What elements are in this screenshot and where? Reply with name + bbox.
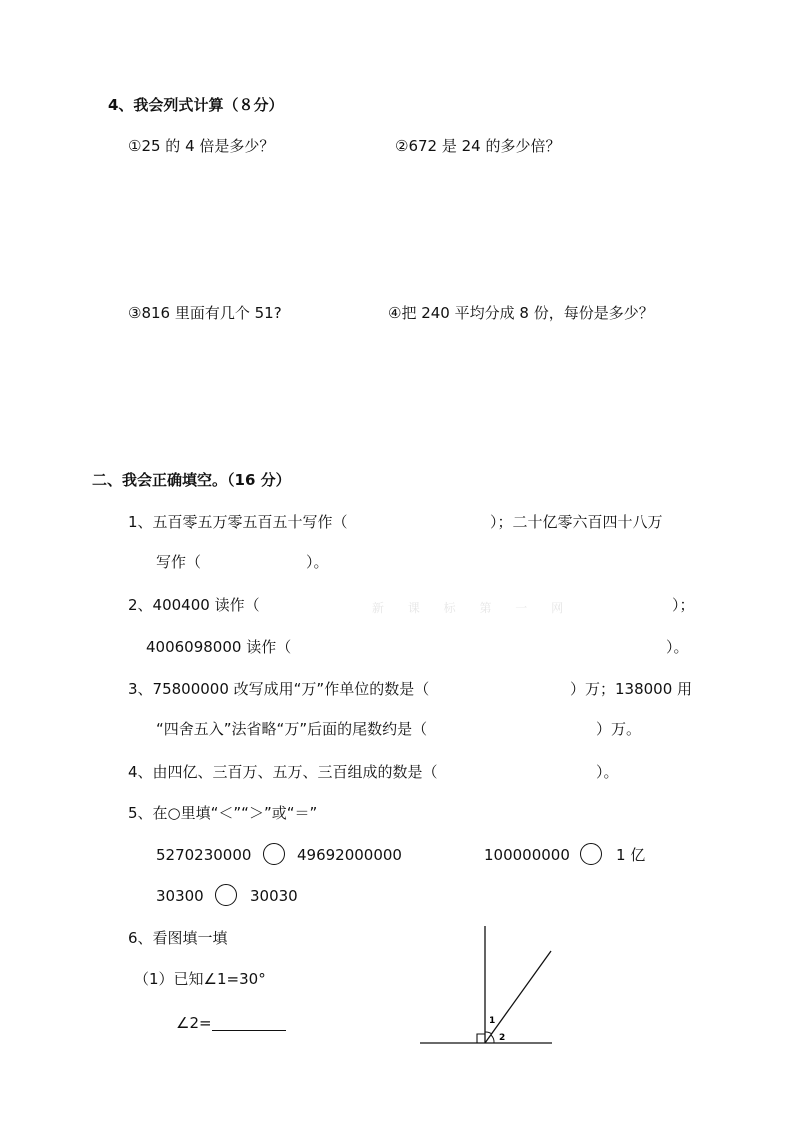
compare2-left: 100000000: [484, 846, 570, 864]
item5-title: 5、在○里填“＜”“＞”或“＝”: [128, 804, 318, 822]
item2-line2-end: ）。: [666, 638, 689, 656]
item6-given: （1）已知∠1=30°: [134, 970, 266, 988]
item6-title: 6、看图填一填: [128, 929, 228, 947]
item3-line2-end: ）万。: [596, 720, 642, 738]
item3-line1-end: ）万；138000 用: [570, 680, 693, 698]
item1-line1-start: 1、五百零五万零五百五十写作（: [128, 513, 348, 531]
angle2-label: ∠2=: [176, 1014, 212, 1032]
item4-start: 4、由四亿、三百万、五万、三百组成的数是（: [128, 763, 438, 781]
item1-line2-start: 写作（: [156, 553, 202, 571]
angle1-arc: [485, 1032, 492, 1034]
question-2: ②672 是 24 的多少倍？: [395, 137, 561, 155]
compare1-right: 49692000000: [297, 846, 402, 864]
angle2-label-fig: 2: [499, 1033, 506, 1043]
compare3-circle[interactable]: [215, 884, 237, 906]
item3-line2-start: “四舍五入”法省略“万”后面的尾数约是（: [156, 720, 428, 738]
compare1-circle[interactable]: [263, 843, 285, 865]
question-4: ④把 240 平均分成 8 份，每份是多少？: [388, 304, 654, 322]
item1-line2-end: ）。: [306, 553, 329, 571]
angle2-answer-blank[interactable]: [212, 1030, 286, 1031]
right-angle-mark: [477, 1034, 485, 1043]
question-3: ③816 里面有几个 51?: [128, 304, 282, 322]
watermark-text: 新 课 标 第 一 网: [372, 601, 574, 615]
compare3-right: 30030: [250, 887, 298, 905]
section2-heading: 二、我会正确填空。（16 分）: [92, 471, 291, 489]
item4-end: ）。: [596, 763, 619, 781]
slanted-line: [485, 951, 551, 1043]
section4-heading: 4、我会列式计算（８分）: [108, 96, 284, 114]
compare1-left: 5270230000: [156, 846, 252, 864]
compare3-left: 30300: [156, 887, 204, 905]
angle-figure: [412, 920, 558, 1050]
item2-line2-start: 4006098000 读作（: [146, 638, 292, 656]
item3-line1-start: 3、75800000 改写成用“万”作单位的数是（: [128, 680, 430, 698]
compare2-right: 1 亿: [616, 846, 646, 864]
angle1-label: 1: [489, 1016, 496, 1026]
angle2-arc: [491, 1035, 494, 1043]
item2-line1-end: ）；: [672, 596, 695, 614]
item1-line1-end: ）；二十亿零六百四十八万: [490, 513, 663, 531]
compare2-circle[interactable]: [580, 843, 602, 865]
item2-line1-start: 2、400400 读作（: [128, 596, 260, 614]
question-1: ①25 的 4 倍是多少？: [128, 137, 275, 155]
